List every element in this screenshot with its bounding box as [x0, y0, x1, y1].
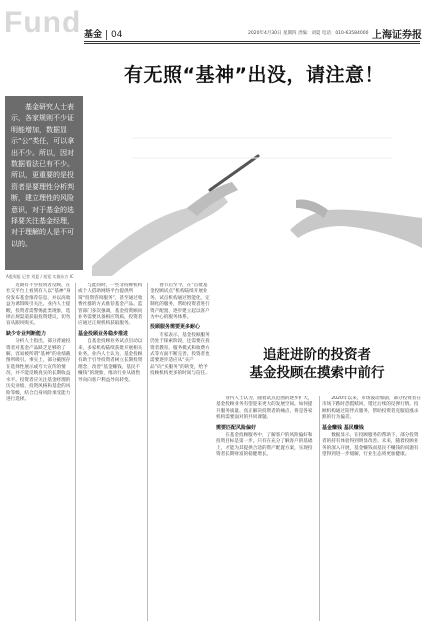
page-header: [0, 0, 429, 48]
column-3-lead: 春节后至今，在“首批基金投顾试点”机构陆续开展业务。试点机构通过智能化、定制化的服务，帮助投资者进行资产配置，逐步建立起以客户为中心的服务体系。: [150, 283, 210, 321]
newspaper-brand: 上海证券报: [372, 30, 422, 41]
page-number: 04: [106, 30, 122, 40]
column-1-subhead: 缺少专业判断能力: [6, 330, 47, 337]
column-3-subhead: 投顾服务需要更多耐心: [150, 324, 201, 331]
photo-caption: A股周报 记者 刘夏 / 视觉 实施东方 IC: [6, 274, 74, 279]
issue-meta: 2020年4月30日 星期四 责编：刘夏 电话：010-63584000: [248, 31, 369, 36]
header-rule-thin: [84, 43, 420, 44]
column-1-body: 分析人士指出，部分普通投资者对基金产品缺乏足够的了解，容易被所谓“基神”的业绩截图所吸引。事实上，部分截图存在选择性展示或夸大宣传的情况，并不能反映真实的长期收益水平。投资者应关注基金经理的历史业绩、投资风格和基金的风险等级，结合自身风险承受能力进行选择。: [6, 339, 71, 402]
column-4-subhead: 需要匹配风险偏好: [216, 424, 257, 431]
article-column-4: [216, 396, 316, 621]
article-column-2: [78, 283, 144, 621]
column-1-lead: 近期有不少投资者反映，在社交平台上看到有人以“基神”身份发布基金推荐信息，并以高收益为诱饵吸引关注。业内人士提醒，投资者需警惕此类现象，选择正规渠道获取投资建议，切勿盲从跟风购买。: [6, 283, 71, 327]
column-divider: [147, 283, 148, 621]
column-5-body: 数据显示，在投顾服务的帮助下，部分投资者的持有体验得到明显改善。未来，随着投顾业务的深入开展，基金赚钱而基民不赚钱的问题有望得到进一步缓解，行业生态将更加健康。: [322, 433, 419, 458]
intro-text: 基金研究人士表示，各家规则不少证明能增加，数据显示“公”类任，可以拿出不少。所以，因对数据看法已有不少。所以，更重要的是投资者是要理性分析判断，建立理性的风险意识，对于基金的选择要关注基金经理，对于理解的人是不可以的。: [11, 103, 75, 248]
secondary-headline: 追赶进阶的投资者 基金投顾在摸索中前行: [249, 347, 385, 381]
section-title: [84, 27, 122, 40]
column-3-body: 专家表示，基金投顾服务仍处于探索阶段，还需要在投资者教育、服务模式和收费方式等方面不断完善。投资者也需要逐步适应从“买产品”向“买服务”的转变，给予投顾机构更多的时间与信任。: [150, 332, 210, 377]
article-column-1: [6, 283, 72, 621]
column-divider: [75, 283, 76, 621]
main-headline: 有无照“基神”出没，请注意！: [124, 64, 384, 86]
header-rule: [84, 41, 420, 42]
column-divider: [319, 396, 320, 621]
article-column-5: [322, 396, 422, 621]
column-2-subhead: 基金投顾业务稳步推进: [78, 330, 129, 337]
hands-illustration: [92, 98, 422, 276]
column-4-lead: 业内人士认为，随着试点范围的逐步扩大，基金投顾业务有望迎来更大的发展空间。如何提升服务质量、真正解决投资者的痛点，将是各家机构需要面对的共同课题。: [216, 396, 313, 421]
column-2-body: 自基金投顾业务试点启动以来，多家机构陆续获批开展相关业务。业内人士认为，基金投顾有助于引导投资者树立长期投资理念，改善“基金赚钱，基民不赚钱”的现象，推动行业从销售导向向客户利益导向转变。: [78, 339, 143, 383]
column-5-subhead: 基金赚钱 基民赚钱: [322, 424, 364, 431]
section-name: 基金: [84, 30, 103, 40]
column-5-lead: 2020年以来，市场波动加剧，部分投资者在市场下跌时恐慌赎回，错过后续的反弹行情。投顾机构通过陪伴式服务，帮助投资者克服追涨杀跌的行为偏差。: [322, 396, 421, 421]
column-4-body: 在基金投顾服务中，了解客户的风险偏好和投资目标是第一步。只有在充分了解客户的基础上，才能为其提供合适的资产配置方案，实现投资者长期财富的稳健增长。: [216, 433, 313, 458]
article-column-3: [150, 283, 212, 621]
section-logo: Fund: [4, 6, 82, 39]
intro-box: [5, 96, 83, 270]
column-2-lead: 与此同时，一些非持牌机构或个人借助网络平台提供所谓“投资咨询服务”，甚至通过收费社群的方式推荐基金产品。监管部门多次强调，基金投资顾问业务需要具备相应资质，投资者应通过正规机构获取服务。: [78, 283, 143, 327]
